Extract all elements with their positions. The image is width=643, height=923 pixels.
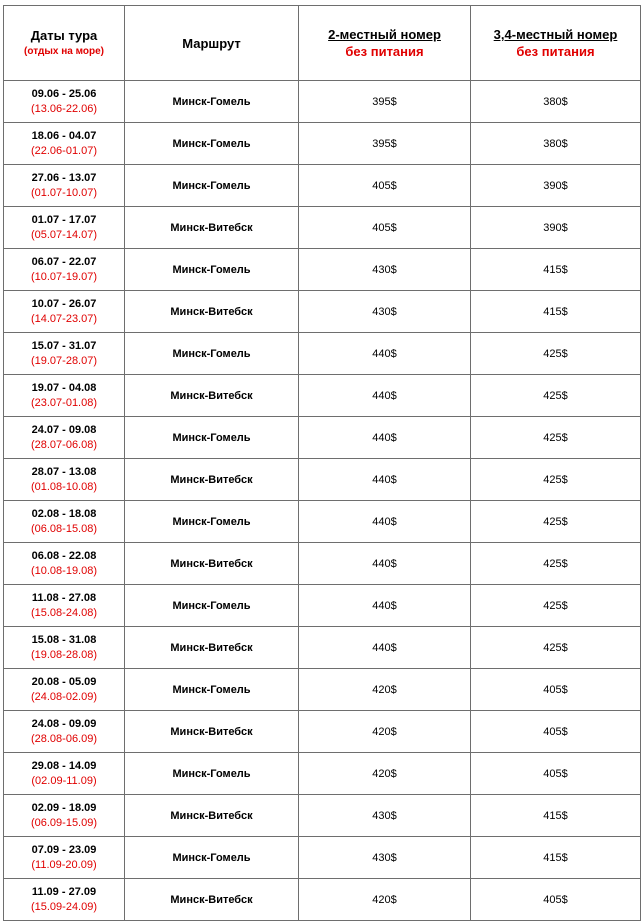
sea-dates: (05.07-14.07)	[30, 228, 98, 241]
sea-dates: (01.07-10.07)	[30, 186, 98, 199]
cell-route: Минск-Витебск	[125, 375, 299, 417]
cell-triple-price: 380$	[471, 81, 641, 123]
cell-triple-price: 425$	[471, 543, 641, 585]
tour-dates: 09.06 - 25.06	[31, 87, 97, 100]
cell-double-price: 440$	[299, 375, 471, 417]
header-double-label: 2-местный номер	[328, 27, 441, 42]
cell-dates	[4, 375, 125, 417]
tour-dates: 11.08 - 27.08	[31, 591, 97, 604]
tour-dates: 20.08 - 05.09	[31, 675, 97, 688]
table-row	[4, 459, 641, 501]
cell-route: Минск-Витебск	[125, 207, 299, 249]
table-row	[4, 165, 641, 207]
cell-triple-price: 405$	[471, 879, 641, 921]
tour-dates: 06.08 - 22.08	[31, 549, 97, 562]
header-dates-label: Даты тура	[30, 27, 98, 43]
cell-double-price: 440$	[299, 501, 471, 543]
header-double-room	[299, 6, 471, 81]
cell-dates	[4, 333, 125, 375]
cell-double-price: 440$	[299, 459, 471, 501]
tour-price-table	[3, 5, 641, 921]
sea-dates: (02.09-11.09)	[31, 774, 97, 787]
cell-route: Минск-Гомель	[125, 837, 299, 879]
cell-triple-price: 425$	[471, 375, 641, 417]
cell-dates	[4, 249, 125, 291]
cell-double-price: 440$	[299, 585, 471, 627]
header-route-label: Маршрут	[182, 35, 241, 51]
table-row	[4, 753, 641, 795]
tour-dates: 11.09 - 27.09	[31, 885, 97, 898]
cell-dates	[4, 543, 125, 585]
header-double-note: без питания	[345, 44, 424, 59]
cell-route: Минск-Гомель	[125, 417, 299, 459]
tour-dates: 24.07 - 09.08	[31, 423, 97, 436]
sea-dates: (28.08-06.09)	[30, 732, 98, 745]
cell-double-price: 440$	[299, 543, 471, 585]
sea-dates: (28.07-06.08)	[30, 438, 98, 451]
cell-triple-price: 405$	[471, 669, 641, 711]
cell-dates	[4, 417, 125, 459]
tour-dates: 28.07 - 13.08	[31, 465, 97, 478]
cell-route: Минск-Витебск	[125, 291, 299, 333]
sea-dates: (13.06-22.06)	[30, 102, 98, 115]
table-row	[4, 711, 641, 753]
cell-route: Минск-Гомель	[125, 585, 299, 627]
header-triple-room	[471, 6, 641, 81]
cell-double-price: 440$	[299, 333, 471, 375]
cell-dates	[4, 837, 125, 879]
tour-dates: 27.06 - 13.07	[31, 171, 97, 184]
sea-dates: (19.08-28.08)	[30, 648, 98, 661]
header-dates	[4, 6, 125, 81]
cell-route: Минск-Витебск	[125, 879, 299, 921]
cell-route: Минск-Гомель	[125, 165, 299, 207]
cell-triple-price: 425$	[471, 333, 641, 375]
tour-dates: 18.06 - 04.07	[31, 129, 97, 142]
table-row	[4, 81, 641, 123]
cell-route: Минск-Витебск	[125, 543, 299, 585]
sea-dates: (10.08-19.08)	[30, 564, 98, 577]
table-row	[4, 417, 641, 459]
cell-route: Минск-Витебск	[125, 459, 299, 501]
cell-dates	[4, 501, 125, 543]
sea-dates: (10.07-19.07)	[30, 270, 98, 283]
cell-route: Минск-Витебск	[125, 711, 299, 753]
table-row	[4, 585, 641, 627]
cell-dates	[4, 711, 125, 753]
cell-dates	[4, 165, 125, 207]
cell-double-price: 430$	[299, 795, 471, 837]
cell-dates	[4, 459, 125, 501]
header-route	[125, 6, 299, 81]
cell-double-price: 420$	[299, 711, 471, 753]
sea-dates: (01.08-10.08)	[30, 480, 98, 493]
tour-dates: 02.08 - 18.08	[31, 507, 97, 520]
sea-dates: (15.08-24.08)	[30, 606, 98, 619]
cell-dates	[4, 81, 125, 123]
cell-triple-price: 425$	[471, 417, 641, 459]
table-row	[4, 501, 641, 543]
cell-double-price: 395$	[299, 81, 471, 123]
tour-dates: 10.07 - 26.07	[31, 297, 97, 310]
cell-dates	[4, 795, 125, 837]
cell-triple-price: 415$	[471, 795, 641, 837]
cell-route: Минск-Гомель	[125, 333, 299, 375]
cell-route: Минск-Гомель	[125, 501, 299, 543]
table-row	[4, 627, 641, 669]
cell-dates	[4, 669, 125, 711]
cell-triple-price: 390$	[471, 207, 641, 249]
table-row	[4, 795, 641, 837]
header-dates-note: (отдых на море)	[24, 45, 104, 57]
cell-triple-price: 425$	[471, 459, 641, 501]
cell-double-price: 430$	[299, 837, 471, 879]
cell-double-price: 405$	[299, 165, 471, 207]
tour-dates: 02.09 - 18.09	[31, 801, 97, 814]
tour-dates: 29.08 - 14.09	[31, 759, 97, 772]
table-body	[4, 81, 641, 921]
sea-dates: (15.09-24.09)	[30, 900, 98, 913]
tour-dates: 15.08 - 31.08	[31, 633, 97, 646]
header-triple-note: без питания	[516, 44, 595, 59]
cell-double-price: 430$	[299, 249, 471, 291]
cell-double-price: 440$	[299, 627, 471, 669]
table-row	[4, 543, 641, 585]
cell-dates	[4, 879, 125, 921]
tour-dates: 06.07 - 22.07	[31, 255, 97, 268]
cell-triple-price: 405$	[471, 753, 641, 795]
cell-route: Минск-Гомель	[125, 669, 299, 711]
cell-triple-price: 415$	[471, 249, 641, 291]
cell-triple-price: 380$	[471, 123, 641, 165]
table-row	[4, 333, 641, 375]
cell-dates	[4, 753, 125, 795]
table-row	[4, 291, 641, 333]
cell-double-price: 440$	[299, 417, 471, 459]
cell-dates	[4, 627, 125, 669]
cell-route: Минск-Гомель	[125, 753, 299, 795]
table-row	[4, 879, 641, 921]
cell-route: Минск-Гомель	[125, 249, 299, 291]
table-row	[4, 207, 641, 249]
tour-dates: 19.07 - 04.08	[31, 381, 97, 394]
header-triple-label: 3,4-местный номер	[493, 27, 618, 42]
cell-route: Минск-Витебск	[125, 627, 299, 669]
cell-double-price: 420$	[299, 669, 471, 711]
sea-dates: (22.06-01.07)	[30, 144, 98, 157]
cell-dates	[4, 291, 125, 333]
sea-dates: (24.08-02.09)	[30, 690, 98, 703]
sea-dates: (06.08-15.08)	[30, 522, 98, 535]
cell-double-price: 430$	[299, 291, 471, 333]
cell-double-price: 395$	[299, 123, 471, 165]
table-row	[4, 123, 641, 165]
sea-dates: (19.07-28.07)	[30, 354, 98, 367]
cell-triple-price: 415$	[471, 291, 641, 333]
table-row	[4, 669, 641, 711]
tour-dates: 15.07 - 31.07	[31, 339, 97, 352]
cell-double-price: 420$	[299, 879, 471, 921]
cell-double-price: 405$	[299, 207, 471, 249]
cell-route: Минск-Гомель	[125, 123, 299, 165]
cell-triple-price: 390$	[471, 165, 641, 207]
cell-dates	[4, 123, 125, 165]
cell-dates	[4, 585, 125, 627]
tour-dates: 01.07 - 17.07	[31, 213, 97, 226]
cell-triple-price: 425$	[471, 585, 641, 627]
cell-route: Минск-Витебск	[125, 795, 299, 837]
table-row	[4, 375, 641, 417]
cell-route: Минск-Гомель	[125, 81, 299, 123]
table-header	[4, 6, 641, 81]
cell-triple-price: 425$	[471, 501, 641, 543]
table-row	[4, 249, 641, 291]
cell-dates	[4, 207, 125, 249]
cell-triple-price: 405$	[471, 711, 641, 753]
sea-dates: (11.09-20.09)	[31, 858, 97, 871]
tour-dates: 24.08 - 09.09	[31, 717, 97, 730]
sea-dates: (06.09-15.09)	[30, 816, 98, 829]
cell-double-price: 420$	[299, 753, 471, 795]
sea-dates: (14.07-23.07)	[30, 312, 98, 325]
tour-dates: 07.09 - 23.09	[31, 843, 97, 856]
cell-triple-price: 415$	[471, 837, 641, 879]
cell-triple-price: 425$	[471, 627, 641, 669]
table-row	[4, 837, 641, 879]
sea-dates: (23.07-01.08)	[30, 396, 98, 409]
